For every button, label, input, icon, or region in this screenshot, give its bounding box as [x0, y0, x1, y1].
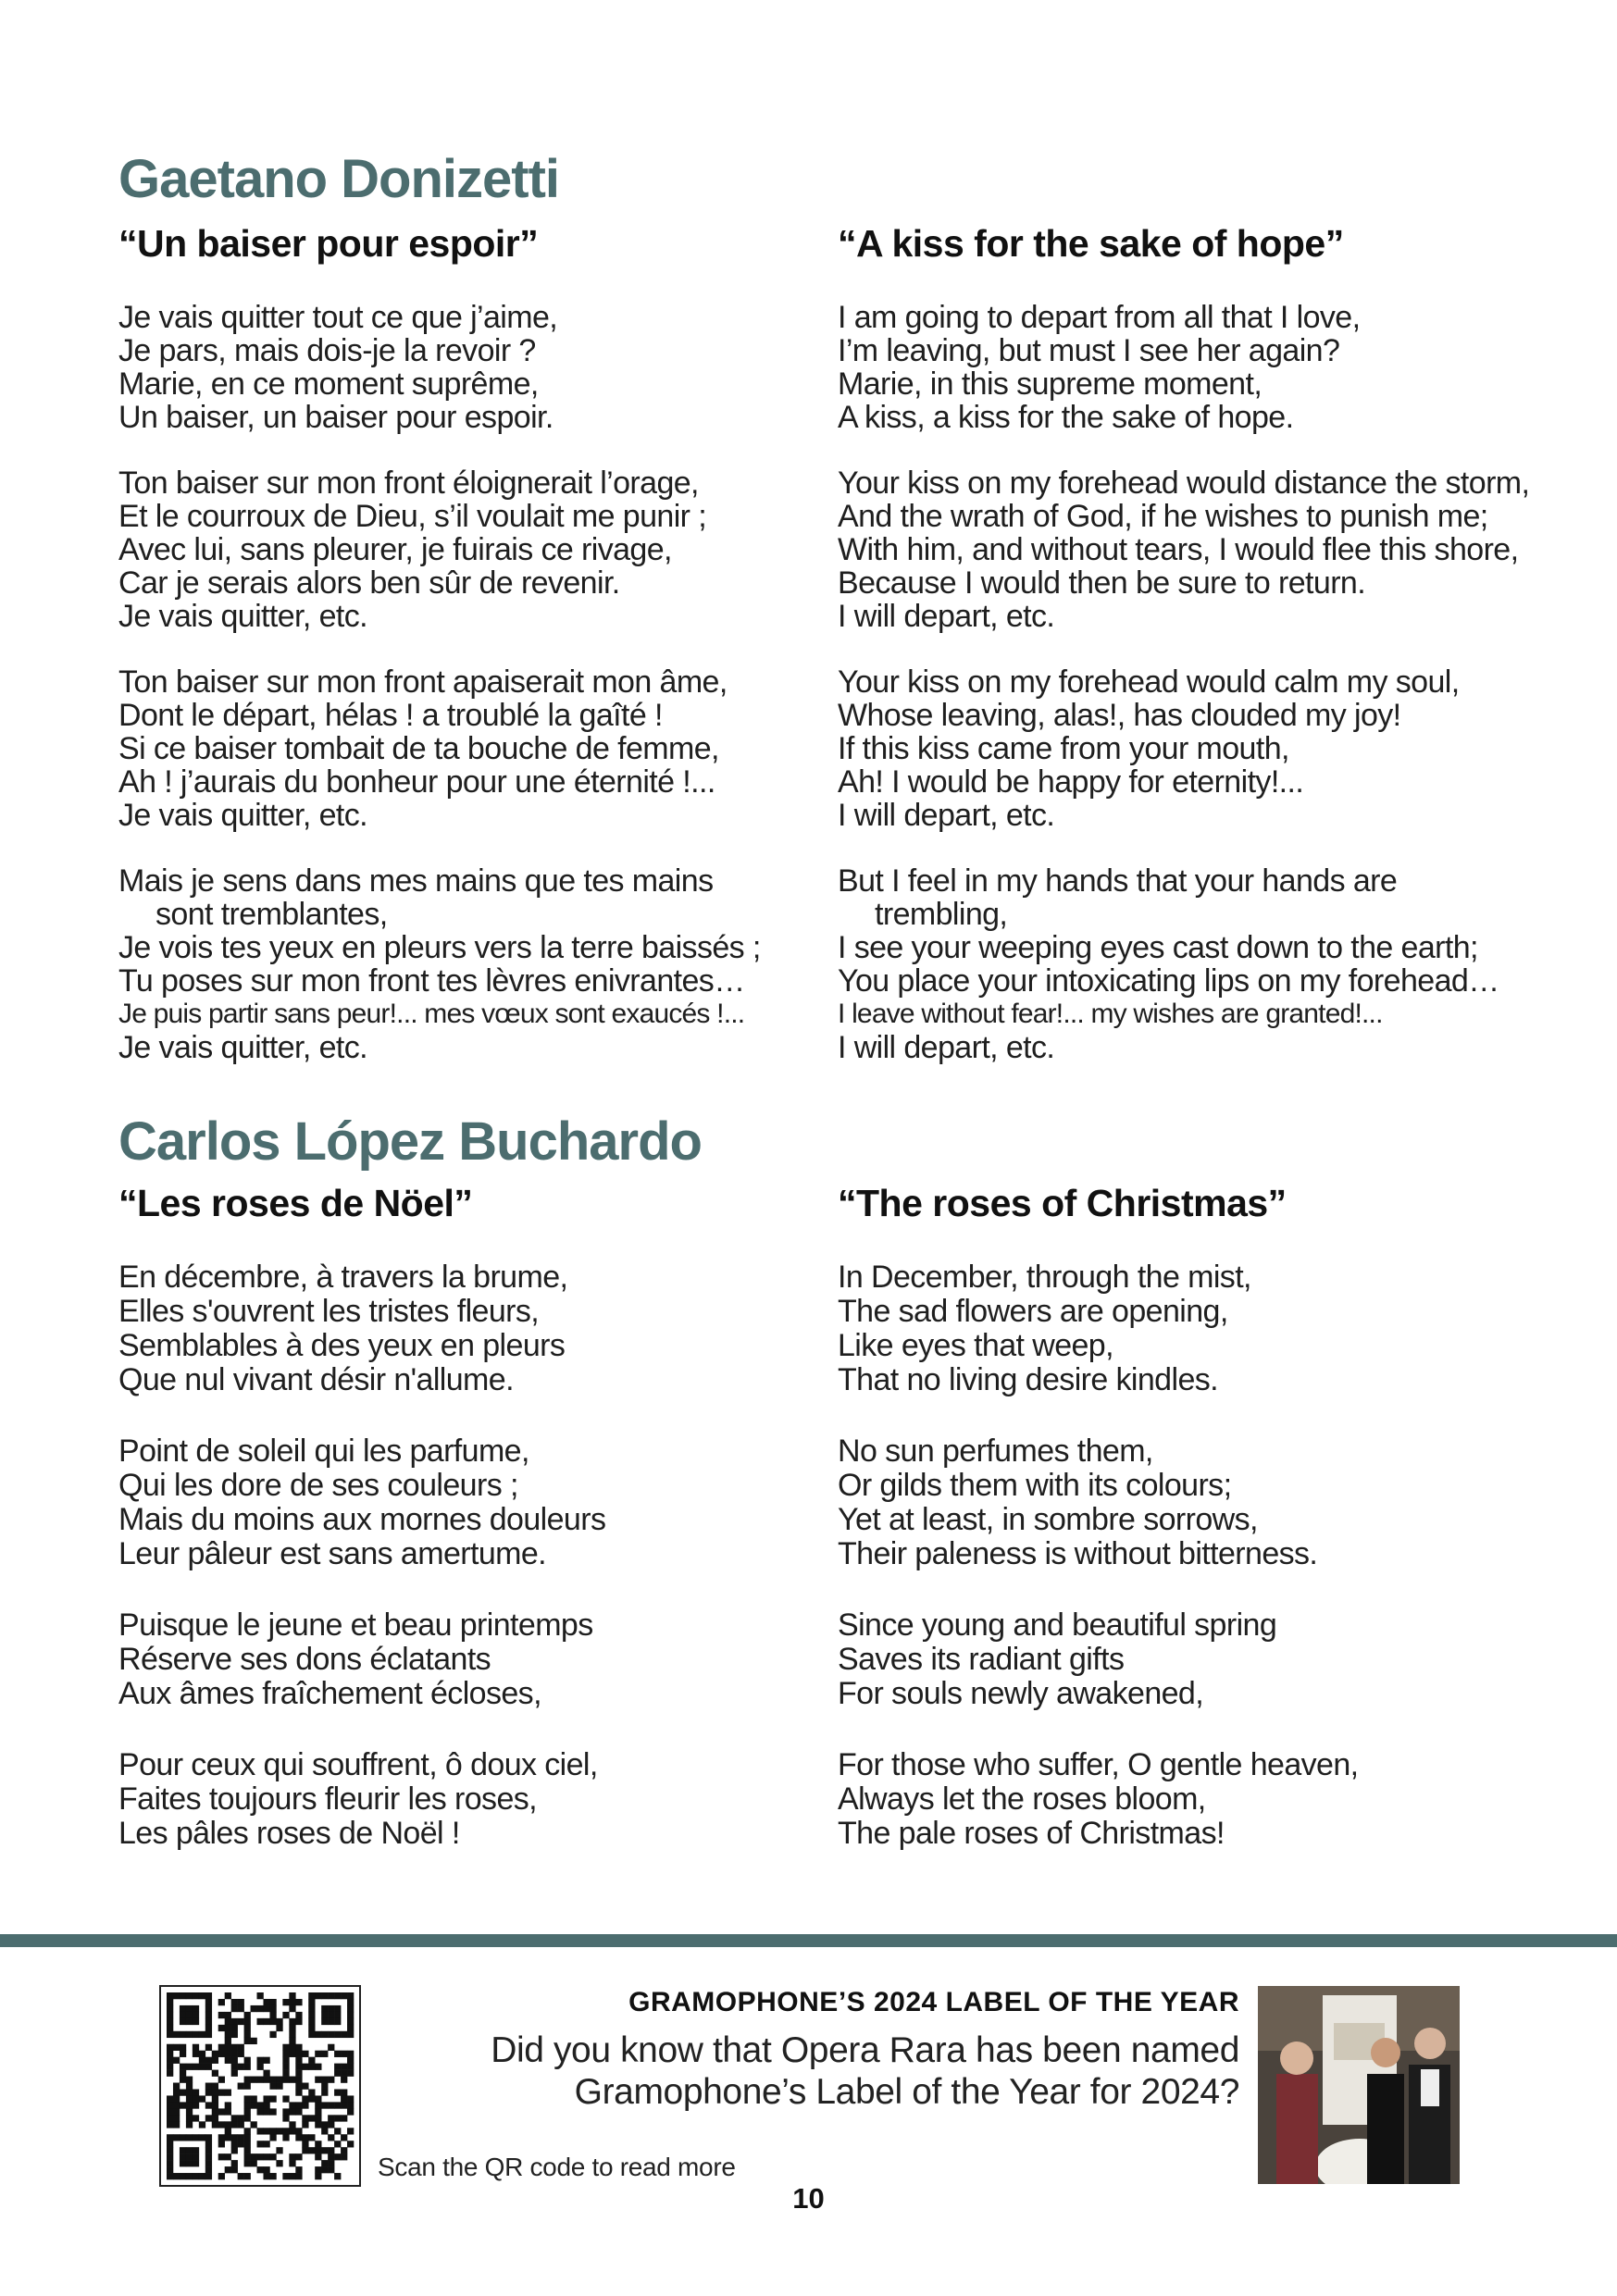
lyric-line: Aux âmes fraîchement écloses,	[118, 1676, 541, 1711]
lyric-line: That no living desire kindles.	[838, 1362, 1219, 1397]
lyric-line: Tu poses sur mon front tes lèvres enivrantes…	[118, 963, 745, 999]
stanza	[838, 466, 1569, 633]
stanza	[118, 1748, 850, 1851]
lyric-line: Because I would then be sure to return.	[838, 565, 1366, 601]
composer-heading: Gaetano Donizetti	[118, 149, 560, 209]
lyric-line: Un baiser, un baiser pour espoir.	[118, 400, 554, 435]
lyric-line: Your kiss on my forehead would calm my soul,	[838, 664, 1460, 700]
lyric-line: You place your intoxicating lips on my forehead…	[838, 963, 1499, 999]
stanza	[838, 864, 1569, 1064]
qr-code[interactable]	[159, 1985, 361, 2187]
qr-code-icon	[161, 1987, 359, 2185]
lyric-line: I will depart, etc.	[838, 1030, 1055, 1065]
lyric-line: Mais du moins aux mornes douleurs	[118, 1502, 606, 1537]
lyric-line: For souls newly awakened,	[838, 1676, 1204, 1711]
stanza	[838, 1748, 1569, 1851]
qr-caption: Scan the QR code to read more	[378, 2153, 736, 2181]
french-lyrics-column	[118, 222, 850, 1097]
lyric-line: Puisque le jeune et beau printemps	[118, 1607, 593, 1643]
award-photo-image	[1258, 1986, 1460, 2184]
lyric-line: Ton baiser sur mon front apaiserait mon âme,	[118, 664, 728, 700]
stanza	[838, 1608, 1569, 1711]
french-stanzas	[118, 301, 850, 1064]
lyric-line: But I feel in my hands that your hands are	[838, 863, 1398, 899]
lyric-line: Je vais quitter, etc.	[118, 1030, 367, 1065]
lyric-line: Réserve ses dons éclatants	[118, 1642, 491, 1677]
stanza	[118, 466, 850, 633]
lyric-line: I will depart, etc.	[838, 599, 1055, 634]
stanza	[118, 1260, 850, 1397]
lyric-line: sont tremblantes,	[155, 897, 388, 932]
english-lyrics-column	[838, 1182, 1569, 1888]
lyric-line: Marie, in this supreme moment,	[838, 366, 1263, 402]
song-title-english: “The roses of Christmas”	[838, 1182, 1287, 1224]
lyric-line: Qui les dore de ses couleurs ;	[118, 1468, 518, 1503]
lyric-line: Les pâles roses de Noël !	[118, 1816, 460, 1851]
lyric-line: Leur pâleur est sans amertume.	[118, 1536, 547, 1571]
lyric-line: Je vais quitter tout ce que j’aime,	[118, 300, 558, 335]
lyric-line: In December, through the mist,	[838, 1260, 1251, 1295]
lyric-line: Saves its radiant gifts	[838, 1642, 1125, 1677]
composer-heading: Carlos López Buchardo	[118, 1111, 702, 1172]
english-stanzas	[838, 301, 1569, 1064]
lyric-line: Je puis partir sans peur!... mes vœux sont exaucés !...	[118, 999, 745, 1029]
song-title-french: “Les roses de Nöel”	[118, 1182, 473, 1224]
promo-text: Did you know that Opera Rara has been named Gramophone’s Label of the Year for 2024?	[491, 2030, 1239, 2112]
song-title-english: “A kiss for the sake of hope”	[838, 222, 1344, 265]
lyric-line: Avec lui, sans pleurer, je fuirais ce rivage,	[118, 532, 672, 567]
lyric-line: Je vais quitter, etc.	[118, 599, 367, 634]
lyric-line: I leave without fear!... my wishes are granted!...	[838, 999, 1383, 1029]
stanza	[838, 1260, 1569, 1397]
lyric-line: Like eyes that weep,	[838, 1328, 1113, 1363]
stanza	[118, 1608, 850, 1711]
stanza	[118, 864, 850, 1064]
lyric-line: If this kiss came from your mouth,	[838, 731, 1289, 766]
lyric-line: Semblables à des yeux en pleurs	[118, 1328, 566, 1363]
lyric-line: I see your weeping eyes cast down to the earth;	[838, 930, 1478, 965]
lyric-line: Ah ! j’aurais du bonheur pour une éternité !...	[118, 764, 715, 800]
footer-divider	[0, 1934, 1617, 1947]
lyric-line: Point de soleil qui les parfume,	[118, 1433, 529, 1469]
lyric-line: Since young and beautiful spring	[838, 1607, 1277, 1643]
award-photo	[1258, 1986, 1460, 2184]
stanza	[838, 665, 1569, 832]
lyric-line: With him, and without tears, I would flee this shore,	[838, 532, 1519, 567]
lyric-line: Or gilds them with its colours;	[838, 1468, 1232, 1503]
lyric-line: Mais je sens dans mes mains que tes mains	[118, 863, 714, 899]
song-title-french: “Un baiser pour espoir”	[118, 222, 539, 265]
lyric-line: Always let the roses bloom,	[838, 1781, 1206, 1817]
lyric-line: Pour ceux qui souffrent, ô doux ciel,	[118, 1747, 598, 1782]
lyric-line: Marie, en ce moment suprême,	[118, 366, 539, 402]
lyric-line: Car je serais alors ben sûr de revenir.	[118, 565, 620, 601]
lyric-line: No sun perfumes them,	[838, 1433, 1153, 1469]
lyric-line: For those who suffer, O gentle heaven,	[838, 1747, 1359, 1782]
french-stanzas	[118, 1260, 850, 1851]
lyric-line: The sad flowers are opening,	[838, 1294, 1228, 1329]
lyric-line: Their paleness is without bitterness.	[838, 1536, 1318, 1571]
lyric-line: The pale roses of Christmas!	[838, 1816, 1225, 1851]
lyric-line: Faites toujours fleurir les roses,	[118, 1781, 537, 1817]
french-lyrics-column	[118, 1182, 850, 1888]
english-lyrics-column	[838, 222, 1569, 1097]
lyric-line: Dont le départ, hélas ! a troublé la gaîté !	[118, 698, 663, 733]
lyric-line: Je pars, mais dois-je la revoir ?	[118, 333, 536, 368]
stanza	[118, 1434, 850, 1571]
lyric-line: trembling,	[875, 897, 1008, 932]
lyric-line: Que nul vivant désir n'allume.	[118, 1362, 514, 1397]
english-stanzas	[838, 1260, 1569, 1851]
stanza	[118, 665, 850, 832]
lyric-line: And the wrath of God, if he wishes to punish me;	[838, 499, 1488, 534]
lyric-line: I’m leaving, but must I see her again?	[838, 333, 1340, 368]
lyric-line: Et le courroux de Dieu, s’il voulait me punir ;	[118, 499, 707, 534]
lyric-line: I am going to depart from all that I love,	[838, 300, 1361, 335]
stanza	[838, 301, 1569, 434]
lyric-line: A kiss, a kiss for the sake of hope.	[838, 400, 1294, 435]
lyric-line: Yet at least, in sombre sorrows,	[838, 1502, 1258, 1537]
lyric-line: Si ce baiser tombait de ta bouche de femme,	[118, 731, 719, 766]
lyric-line: Ah! I would be happy for eternity!...	[838, 764, 1304, 800]
stanza	[118, 301, 850, 434]
lyric-line: Ton baiser sur mon front éloignerait l’orage,	[118, 465, 699, 501]
stanza	[838, 1434, 1569, 1571]
lyric-line: Je vais quitter, etc.	[118, 798, 367, 833]
lyric-line: Your kiss on my forehead would distance the storm,	[838, 465, 1530, 501]
lyric-line: Elles s'ouvrent les tristes fleurs,	[118, 1294, 540, 1329]
lyric-line: En décembre, à travers la brume,	[118, 1260, 568, 1295]
lyric-line: Whose leaving, alas!, has clouded my joy!	[838, 698, 1401, 733]
lyric-line: I will depart, etc.	[838, 798, 1055, 833]
promo-label: GRAMOPHONE’S 2024 LABEL OF THE YEAR	[628, 1987, 1239, 2017]
lyric-line: Je vois tes yeux en pleurs vers la terre baissés ;	[118, 930, 761, 965]
page-number: 10	[792, 2182, 825, 2215]
